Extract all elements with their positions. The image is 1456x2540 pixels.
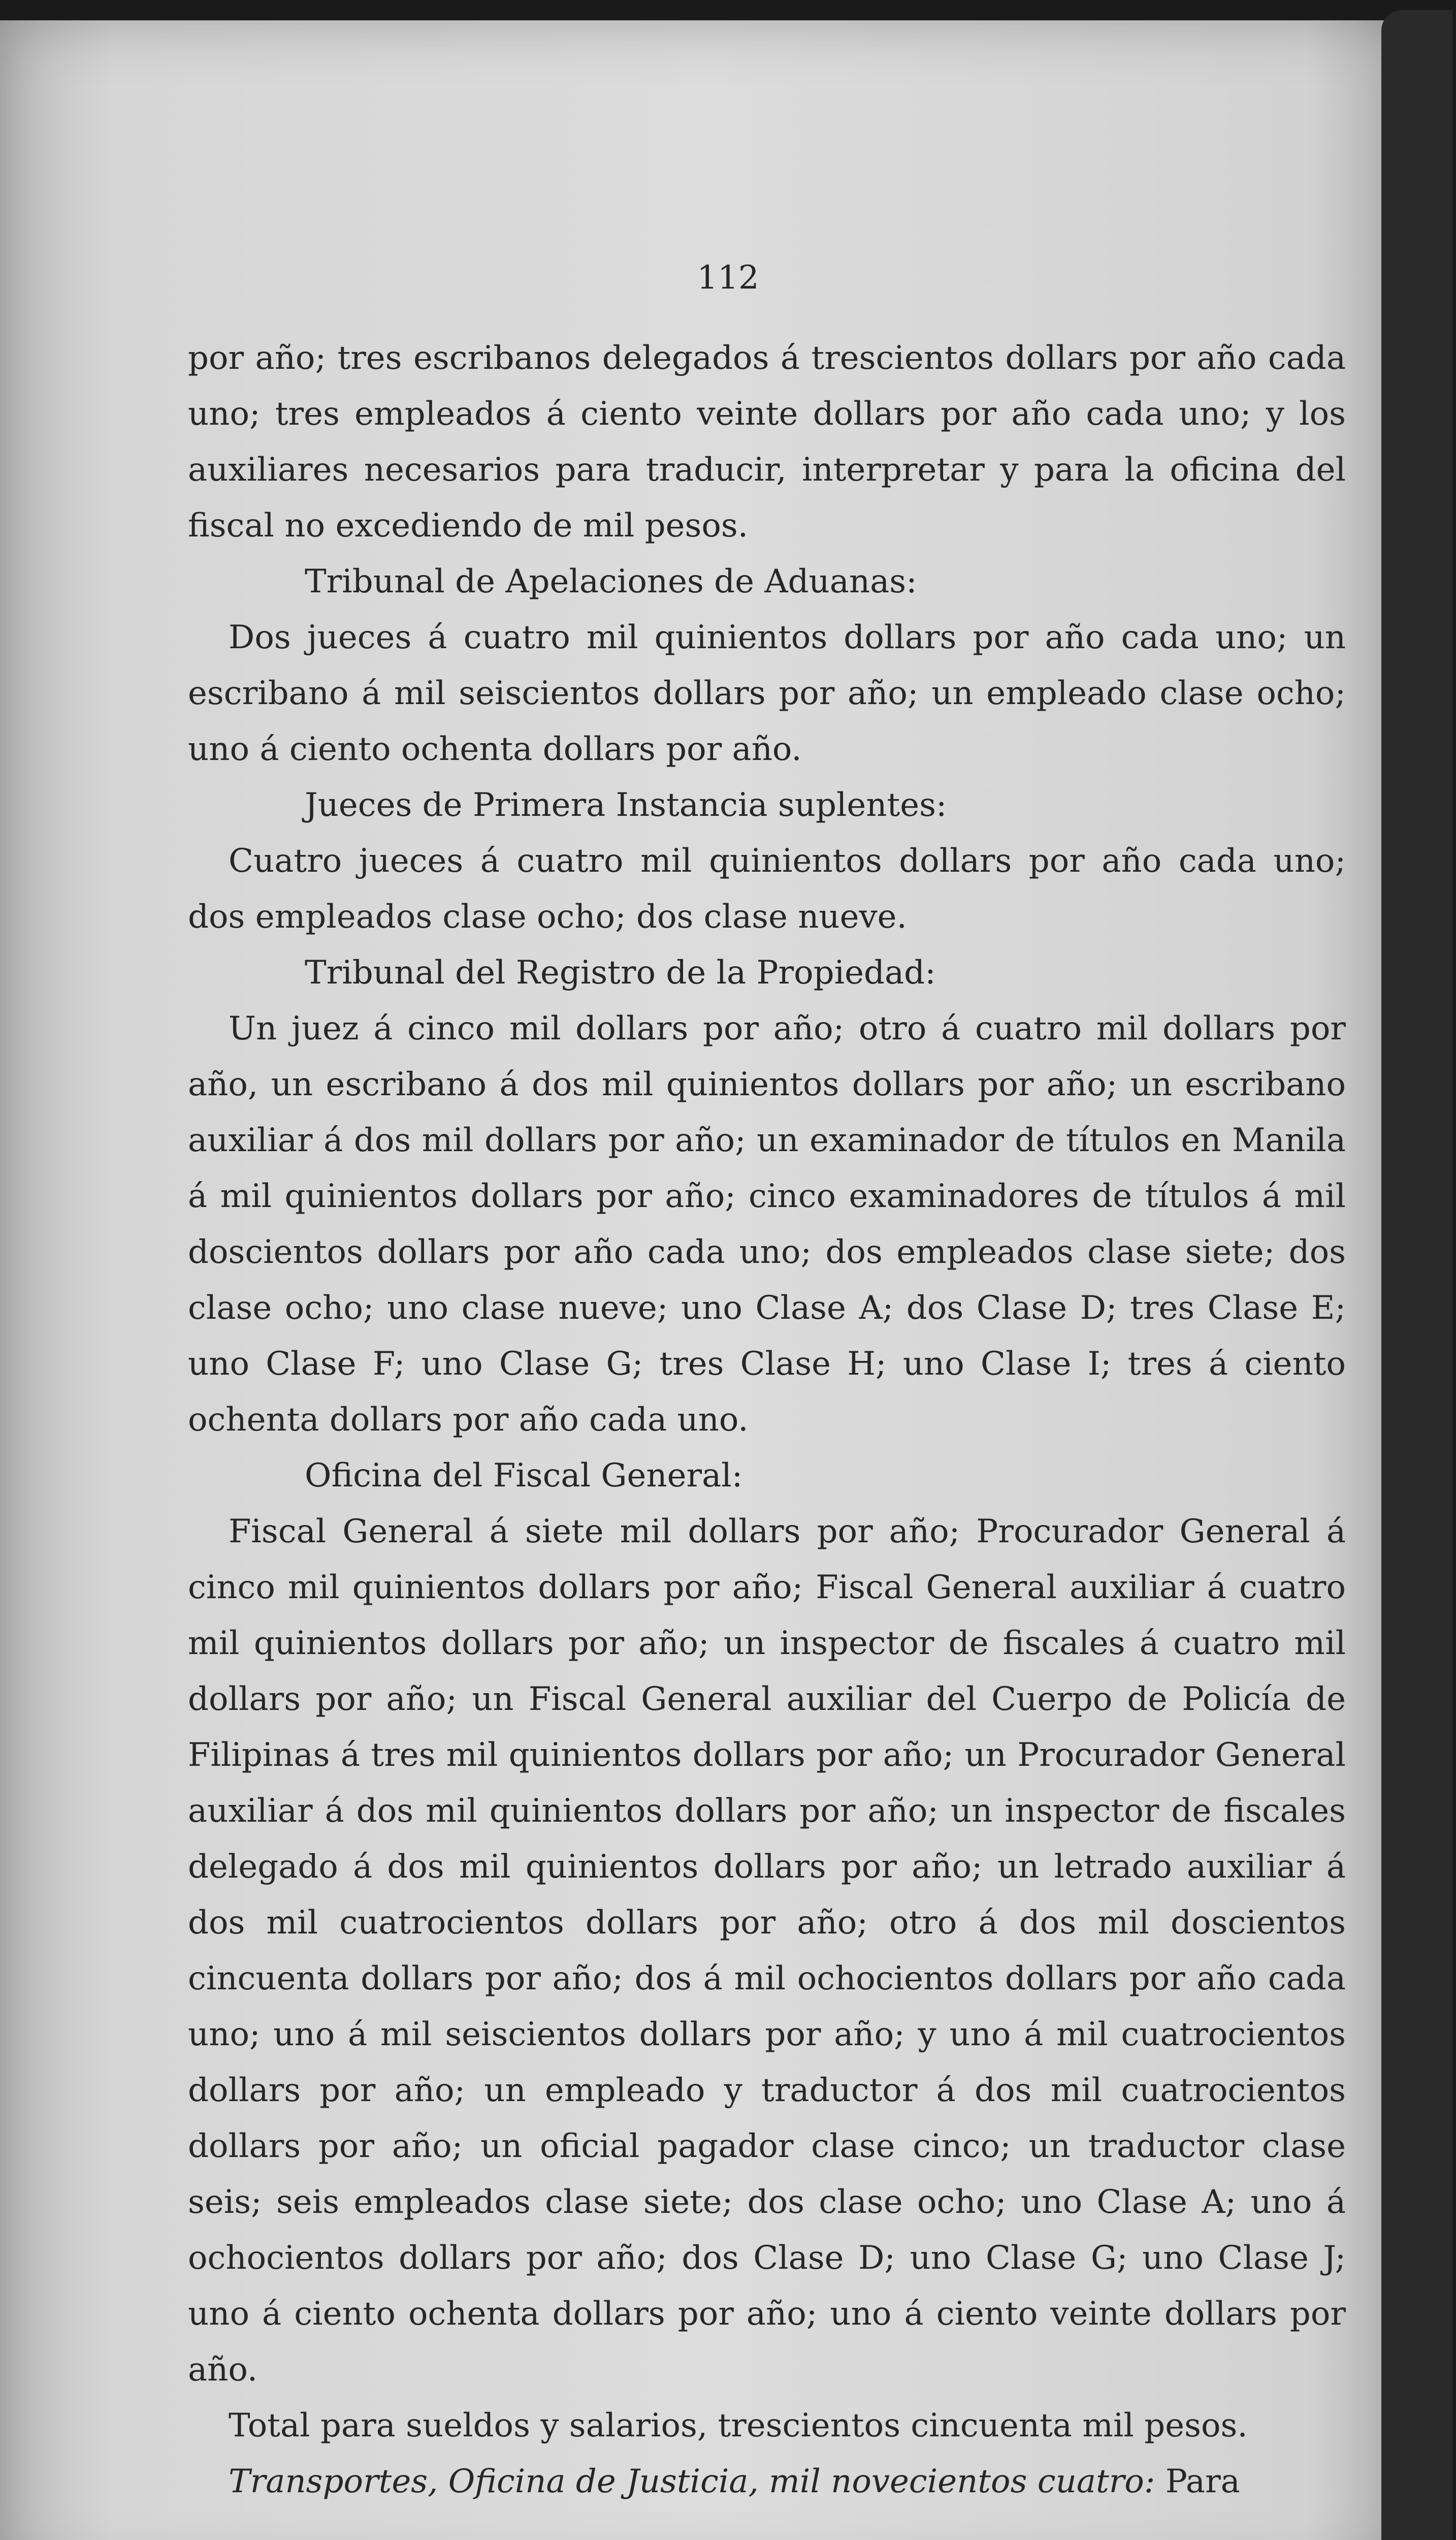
paragraph-total-sueldos: Total para sueldos y salarios, trescientos cincuenta mil pesos. — [229, 2407, 1248, 2444]
paragraph-intro: por año; tres escribanos delegados á trescientos dollars por año cada uno; tres empleados á ciento veinte dollars por año cada uno; y los auxiliares necesarios para traducir, interpretar y para la oficina del fiscal no excediendo de mil pesos. — [188, 339, 1346, 545]
heading-fiscal-general: Oficina del Fiscal General: — [305, 1457, 743, 1495]
heading-tribunal-apelaciones: Tribunal de Apelaciones de Aduanas: — [305, 563, 917, 600]
transportes-text: Para — [1155, 2463, 1240, 2500]
paragraph-fiscal-general: Fiscal General á siete mil dollars por año; Procurador General á cinco mil quinientos dollars por año; Fiscal General auxiliar á cuatro mil quinientos dollars por año; un inspector de fiscales á cuatro mil dollars por año; un Fiscal General auxiliar del Cuerpo de Policía de Filipinas á tres mil quinientos dollars por año; un Procurador General auxiliar á dos mil quinientos dollars por año; un inspector de fiscales delegado á dos mil quinientos dollars por año; un letrado auxiliar á dos mil cuatrocientos dollars por año; otro á dos mil doscientos cincuenta dollars por año; dos á mil ochocientos dollars por año cada uno; uno á mil seiscientos dollars por año; y uno á mil cuatrocientos dollars por año; un empleado y traductor á dos mil cuatrocientos dollars por año; un oficial pagador clase cinco; un traductor clase seis; seis empleados clase siete; dos clase ocho; uno Clase A; uno á ochocientos dollars por año; dos Clase D; uno Clase G; uno Clase J; uno á ciento ochenta dollars por año; uno á ciento veinte dollars por año. — [188, 1513, 1346, 2389]
paragraph-jueces-primera-instancia: Cuatro jueces á cuatro mil quinientos dollars por año cada uno; dos empleados clase ocho; dos clase nueve. — [188, 842, 1346, 936]
transportes-italic-label: Transportes, Oficina de Justicia, mil novecientos cuatro: — [229, 2463, 1155, 2500]
page-number: 112 — [697, 259, 759, 297]
document-page — [0, 20, 1422, 2540]
paragraph-tribunal-apelaciones: Dos jueces á cuatro mil quinientos dollars por año cada uno; un escribano á mil seiscientos dollars por año; un empleado clase ocho; uno á ciento ochenta dollars por año. — [188, 619, 1346, 768]
heading-registro-propiedad: Tribunal del Registro de la Propiedad: — [305, 954, 936, 992]
document-body — [188, 259, 1346, 2510]
paragraph-transportes — [188, 2454, 1346, 2510]
heading-jueces-primera-instancia: Jueces de Primera Instancia suplentes: — [305, 786, 947, 824]
paragraph-registro-propiedad: Un juez á cinco mil dollars por año; otro á cuatro mil dollars por año, un escribano á dos mil quinientos dollars por año; un escribano auxiliar á dos mil dollars por año; un examinador de títulos en Manila á mil quinientos dollars por año; cinco examinadores de títulos á mil doscientos dollars por año cada uno; dos empleados clase siete; dos clase ocho; uno clase nueve; uno Clase A; dos Clase D; tres Clase E; uno Clase F; uno Clase G; tres Clase H; uno Clase I; tres á ciento ochenta dollars por año cada uno. — [188, 1010, 1346, 1439]
